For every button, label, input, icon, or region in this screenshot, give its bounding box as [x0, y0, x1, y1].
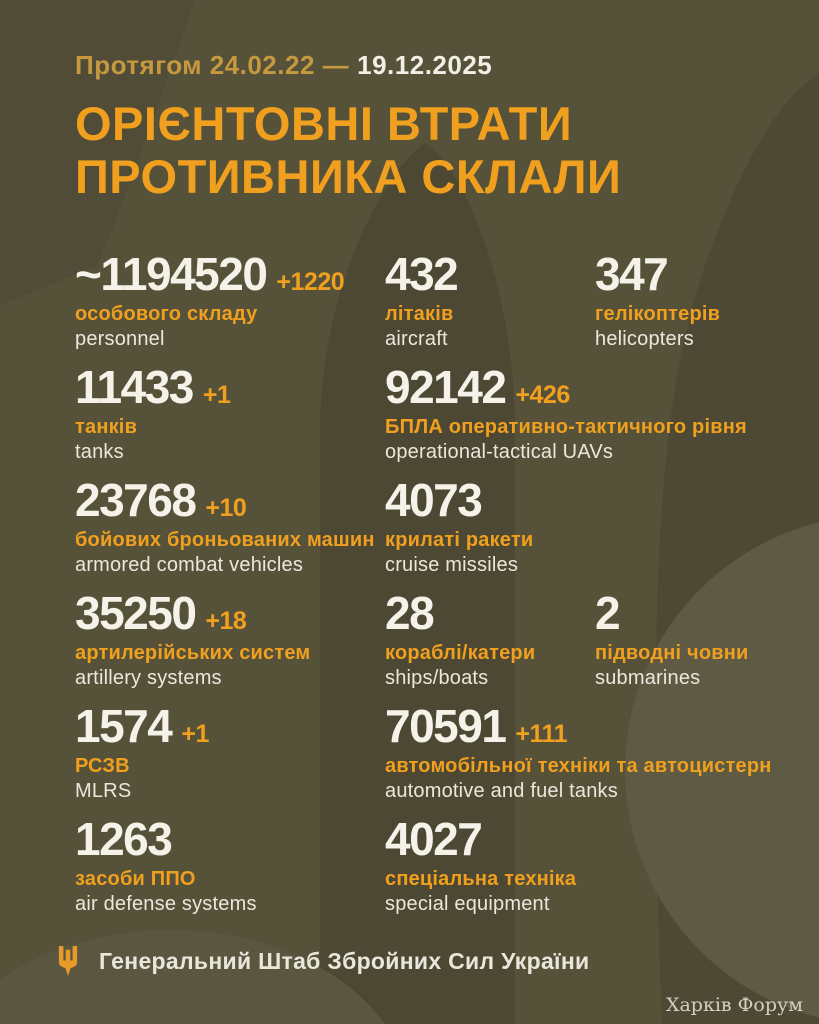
stat-value: 4027 [385, 813, 482, 866]
stat-label-uk: РСЗВ [75, 755, 130, 778]
stat-delta: +10 [205, 494, 247, 523]
stat-delta: +426 [515, 381, 570, 410]
stats-grid [75, 248, 779, 929]
stat-aircraft [385, 248, 595, 364]
stat-label-en: MLRS [75, 780, 132, 803]
stat-label-uk: особового складу [75, 303, 258, 326]
stat-label-uk: бойових броньованих машин [75, 529, 375, 552]
stat-special-equipment [385, 813, 779, 929]
stat-label-en: personnel [75, 328, 165, 351]
stat-label-uk: танків [75, 416, 138, 439]
stat-mlrs [75, 700, 385, 816]
stat-personnel [75, 248, 385, 364]
stat-label-en: helicopters [595, 328, 694, 351]
stat-value: 11433 [75, 361, 193, 414]
stat-artillery [75, 587, 385, 703]
stat-air-defense [75, 813, 385, 929]
stat-value: 432 [385, 248, 458, 301]
title-line-2: ПРОТИВНИКА СКЛАЛИ [75, 150, 622, 204]
stat-value: 35250 [75, 587, 196, 640]
stat-vehicles-fuel-tanks [385, 700, 779, 816]
stat-label-uk: підводні човни [595, 642, 749, 665]
stat-label-en: automotive and fuel tanks [385, 780, 618, 803]
stat-label-en: air defense systems [75, 893, 257, 916]
stat-armored-vehicles [75, 474, 385, 590]
stat-value: 92142 [385, 361, 506, 414]
stat-label-en: artillery systems [75, 667, 222, 690]
stat-label-uk: крилаті ракети [385, 529, 534, 552]
title-line-1: ОРІЄНТОВНІ ВТРАТИ [75, 97, 573, 150]
stat-value: 347 [595, 248, 668, 301]
stat-helicopters [595, 248, 779, 364]
stat-value: 1263 [75, 813, 172, 866]
stat-value: 70591 [385, 700, 506, 753]
stat-delta: +111 [515, 720, 567, 749]
stat-value: 2 [595, 587, 620, 640]
stat-cruise-missiles [385, 474, 779, 590]
stat-delta: +18 [205, 607, 247, 636]
stat-value: 23768 [75, 474, 196, 527]
stat-label-uk: автомобільної техніки та автоцистерн [385, 755, 772, 778]
stat-label-en: aircraft [385, 328, 448, 351]
stat-label-en: ships/boats [385, 667, 489, 690]
stat-label-en: cruise missiles [385, 554, 519, 577]
stat-delta: +1 [181, 720, 209, 749]
stat-label-uk: засоби ППО [75, 868, 196, 891]
stat-uavs [385, 361, 779, 477]
stat-label-en: tanks [75, 441, 124, 464]
watermark: Харків Форум [665, 994, 803, 1016]
stat-delta: +1220 [276, 268, 345, 297]
stat-label-uk: гелікоптерів [595, 303, 721, 326]
stat-label-uk: БПЛА оперативно-тактичного рівня [385, 416, 747, 439]
period-date: 19.12.2025 [357, 50, 493, 80]
stat-submarines [595, 587, 779, 703]
trident-icon [57, 946, 79, 976]
page-title [75, 97, 779, 203]
stat-value: 4073 [385, 474, 482, 527]
stat-delta: +1 [202, 381, 231, 410]
period-prefix: Протягом 24.02.22 — [75, 50, 350, 80]
period-line [75, 50, 779, 81]
stat-label-en: special equipment [385, 893, 550, 916]
stat-label-uk: літаків [385, 303, 454, 326]
stat-label-en: armored combat vehicles [75, 554, 304, 577]
footer [57, 946, 589, 976]
stat-label-uk: спеціальна техніка [385, 868, 577, 891]
stat-label-uk: артилерійських систем [75, 642, 311, 665]
stat-label-en: operational-tactical UAVs [385, 441, 614, 464]
stat-ships [385, 587, 595, 703]
stat-label-uk: кораблі/катери [385, 642, 536, 665]
stat-value: 28 [385, 587, 434, 640]
stat-value: ~1194520 [75, 248, 267, 301]
stat-label-en: submarines [595, 667, 701, 690]
stat-value: 1574 [75, 700, 172, 753]
stat-tanks [75, 361, 385, 477]
footer-organization: Генеральний Штаб Збройних Сил України [99, 947, 590, 974]
